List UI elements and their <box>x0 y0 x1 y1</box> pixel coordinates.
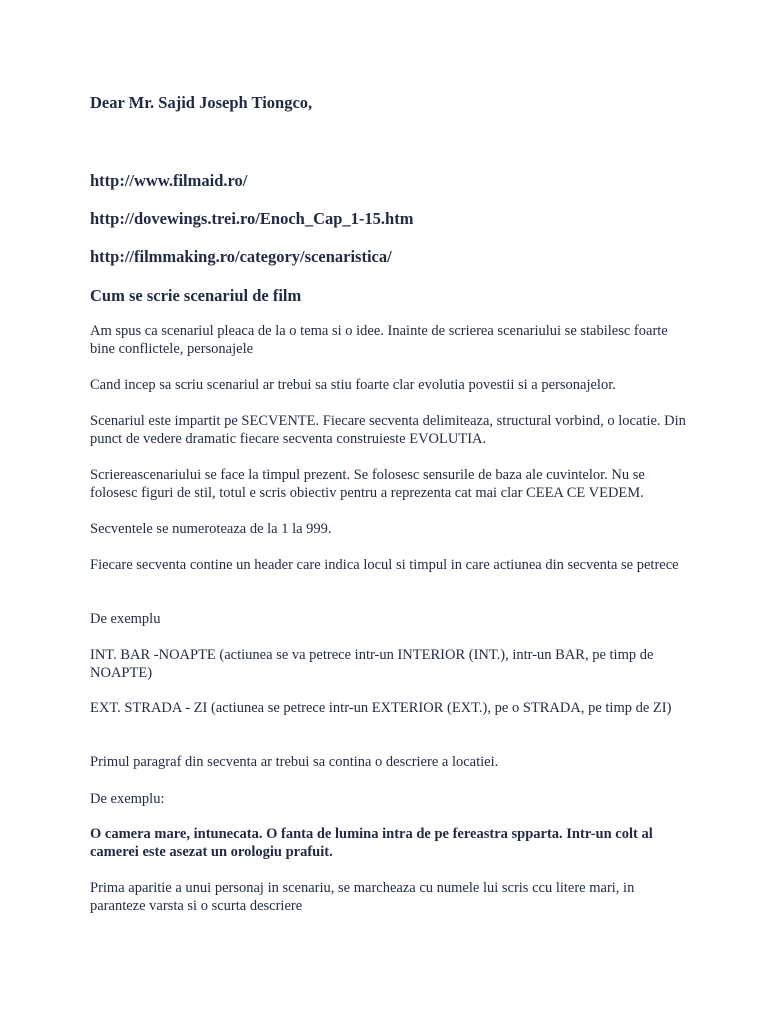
paragraph: De exemplu <box>90 611 161 627</box>
link-filmaid: http://www.filmaid.ro/ <box>90 171 248 190</box>
section-title: Cum se scrie scenariul de film <box>90 286 302 305</box>
link-dovewings: http://dovewings.trei.ro/Enoch_Cap_1-15.htm <box>90 209 414 228</box>
example-description: O camera mare, intunecata. O fanta de lumina intra de pe fereastra spparta. Intr-un colt al camerei este asezat un orologiu prafuit. <box>90 826 653 860</box>
link-filmmaking: http://filmmaking.ro/category/scenaristica/ <box>90 247 392 266</box>
paragraph: INT. BAR -NOAPTE (actiunea se va petrece intr-un INTERIOR (INT.), intr-un BAR, pe timp de NOAPTE) <box>90 647 654 681</box>
paragraph: Fiecare secventa contine un header care indica locul si timpul in care actiunea din secventa se petrece <box>90 557 679 573</box>
greeting: Dear Mr. Sajid Joseph Tiongco, <box>90 93 313 112</box>
paragraph: Prima aparitie a unui personaj in scenariu, se marcheaza cu numele lui scris ccu litere mari, in paranteze varsta si o scurta descriere <box>90 880 635 914</box>
paragraph: Cand incep sa scriu scenariul ar trebui sa stiu foarte clar evolutia povestii si a personajelor. <box>90 377 616 393</box>
paragraph: De exemplu: <box>90 791 165 807</box>
paragraph: Secventele se numeroteaza de la 1 la 999. <box>90 521 332 537</box>
paragraph: Primul paragraf din secventa ar trebui sa contina o descriere a locatiei. <box>90 754 499 770</box>
paragraph: Scenariul este impartit pe SECVENTE. Fiecare secventa delimiteaza, structural vorbind, o locatie. Din punct de vedere dramatic fiecare secventa construieste EVOLUTIA. <box>90 413 686 447</box>
paragraph: Am spus ca scenariul pleaca de la o tema si o idee. Inainte de scrierea scenariului se stabilesc foarte bine conflictele, personajele <box>90 323 668 357</box>
paragraph: EXT. STRADA - ZI (actiunea se petrece intr-un EXTERIOR (EXT.), pe o STRADA, pe timp de ZI) <box>90 700 672 716</box>
paragraph: Scriereascenariului se face la timpul prezent. Se folosesc sensurile de baza ale cuvintelor. Nu se folosesc figuri de stil, totul e scris obiectiv pentru a reprezenta cat mai clar CEEA CE VEDEM. <box>90 467 645 501</box>
